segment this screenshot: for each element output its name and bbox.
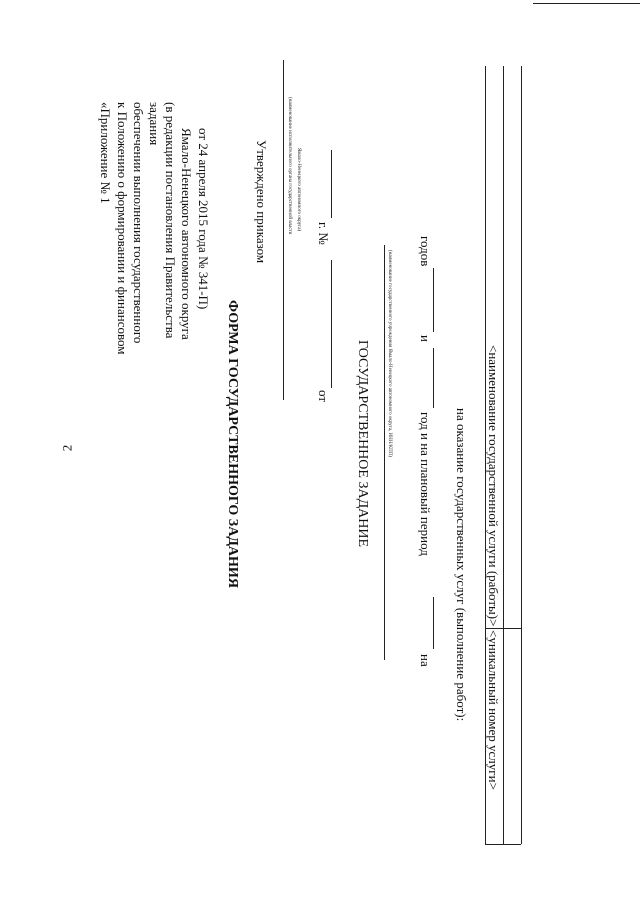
period-year2-blank	[433, 268, 434, 332]
appendix-line-3: обеспечении выполнения государственного	[131, 102, 146, 344]
table-col-unique-number: <уникальный номер услуги>	[486, 630, 501, 790]
authority-caption-2: Ямало-Ненецкого автономного округа)	[296, 148, 301, 232]
form-title: ФОРМА ГОСУДАРСТВЕННОГО ЗАДАНИЯ	[225, 300, 240, 588]
approved-by-order: Утверждено приказом	[254, 140, 269, 264]
table-divider	[485, 628, 521, 629]
period-years-label: годов	[418, 236, 433, 267]
institution-caption: (наименование государственного учреждения Ямало-Ненецкого автономного округа, ИНН/КПП)	[387, 250, 392, 458]
approval-number-label: г. №	[316, 222, 331, 245]
period-on-label: на	[418, 654, 433, 667]
appendix-line-5: (в редакции постановления Правительства	[163, 102, 178, 339]
appendix-line-4: задания	[147, 102, 162, 146]
table-bottom	[485, 844, 521, 845]
authority-line	[283, 60, 284, 400]
appendix-line-6: Ямало-Ненецкого автономного округа	[179, 128, 194, 340]
task-title: ГОСУДАРСТВЕННОЕ ЗАДАНИЕ	[355, 340, 370, 548]
approval-date-prefix: от	[316, 390, 331, 403]
table-border-right	[521, 66, 522, 844]
approval-date-line	[331, 260, 332, 388]
institution-line	[384, 245, 385, 660]
period-year-label: год и на плановый период	[418, 412, 433, 556]
top-border-line	[533, 3, 640, 4]
table-border-far	[503, 66, 504, 844]
page-number: 2	[59, 444, 75, 452]
approval-number-line	[331, 150, 332, 218]
period-and-label: и	[418, 335, 433, 342]
appendix-line-2: к Положению о формировании и финансовом	[115, 102, 130, 355]
table-col-service-name: <наименование государственной услуги (работы)>	[486, 345, 501, 627]
authority-caption-1: (наименование исполнительного органа государственной власти	[287, 97, 292, 235]
period-year1-blank	[433, 348, 434, 408]
services-label: на оказание государственных услуг (выполнение работ):	[454, 408, 469, 722]
appendix-line-7: от 24 апреля 2015 года № 341-П)	[196, 128, 211, 310]
period-year-blank	[433, 597, 434, 649]
appendix-line-1: «Приложение № 1	[98, 102, 113, 204]
